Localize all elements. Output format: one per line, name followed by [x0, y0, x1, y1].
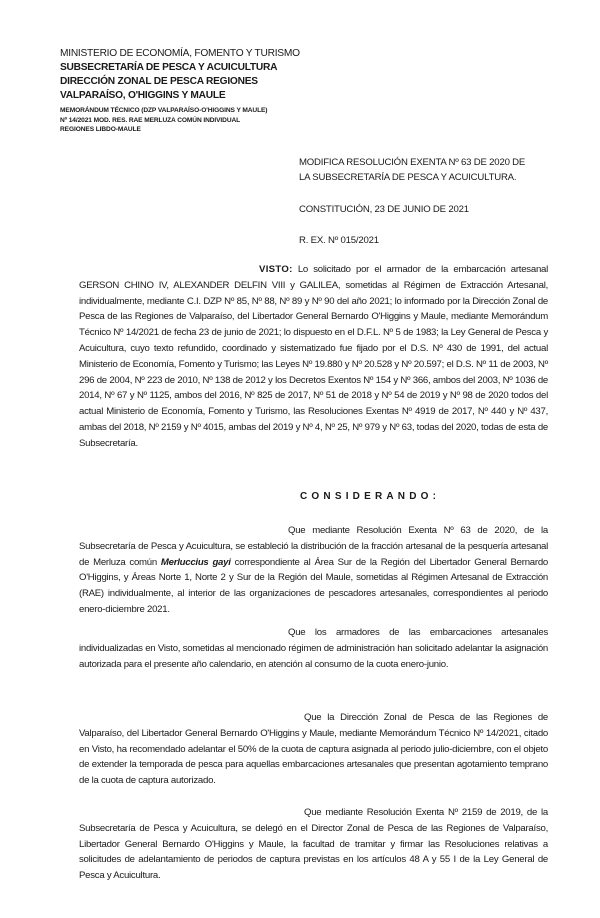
- considerando-heading: CONSIDERANDO:: [300, 491, 441, 502]
- resolution-subject: [299, 155, 559, 185]
- visto-paragraph: [79, 262, 548, 452]
- considerando-paragraph-2: Que los armadores de las embarcaciones artesanales individualizadas en Visto, sometidas al mencionado régimen de administración han solicitado adelantar la asignación autorizada para el presente año calendario, en atención al consumo de la cuota enero-junio.: [79, 627, 548, 670]
- place-date: CONSTITUCIÓN, 23 DE JUNIO DE 2021: [299, 204, 469, 215]
- considerando-1-text-a: Que mediante Resolución Exenta Nº 63 de 2020, de la Subsecretaría de Pesca y Acuicultura, se estableció la distribución de la fracción artesanal de la pesquería artesanal de Merluza común: [79, 525, 548, 568]
- visto-text: Lo solicitado por el armador de la embarcación artesanal GERSON CHINO IV, ALEXANDER DELFIN VIII y GALILEA, sometidas al Régimen de Extracción Artesanal, individualmente, mediante C.I. DZP Nº 85, Nº 88, Nº 89 y Nº 90 del año 2021; lo informado por la Dirección Zonal de Pesca de las Regiones de Valparaíso, del Libertador General Bernardo O'Higgins y Maule, mediante Memorándum Técnico Nº 14/2021 de fecha 23 de junio de 2021; lo dispuesto en el D.F.L. Nº 5 de 1983; la Ley General de Pesca y Acuicultura, cuyo texto refundido, coordinado y sistematizado fue fijado por el D.S. Nº 430 de 1991, del actual Ministerio de Economía, Fomento y Turismo; las Leyes Nº 19.880 y Nº 20.528 y Nº 20.597; el D.S. Nº 11 de 2003, Nº 296 de 2004, Nº 223 de 2010, Nº 138 de 2012 y los Decretos Exentos Nº 154 y Nº 366, ambos del 2003, Nº 1036 de 2014, Nº 67 y Nº 1125, ambos del 2016, Nº 825 de 2017, Nº 51 de 2018 y Nº 54 de 2019 y Nº 98 de 2020 todos del actual Ministerio de Economía, Fomento y Turismo, las Resoluciones Exentas Nº 4919 de 2017, Nº 440 y Nº 437, ambas del 2018, Nº 2159 y Nº 4015, ambas del 2019 y Nº 4, Nº 25, Nº 979 y Nº 63, todas del 2020, todas de esta de Subsecretaría.: [79, 264, 548, 449]
- subject-line-1: MODIFICA RESOLUCIÓN EXENTA Nº 63 DE 2020 DE: [299, 157, 526, 168]
- memo-reference-line-2: Nº 14/2021 MOD. RES. RAE MERLUZA COMÚN INDIVIDUAL: [60, 116, 241, 124]
- species-name: Merluccius gayi: [160, 556, 231, 568]
- ministry-name: MINISTERIO DE ECONOMÍA, FOMENTO Y TURISMO: [60, 48, 300, 59]
- resolution-number: R. EX. Nº 015/2021: [299, 235, 379, 246]
- letterhead: [60, 47, 300, 135]
- subsecretaria-name: SUBSECRETARÍA DE PESCA Y ACUICULTURA: [60, 62, 278, 73]
- visto-label: VISTO:: [259, 264, 293, 275]
- considerando-1-text-b: correspondiente al Área Sur de la Región del Libertador General Bernardo O'Higgins, y Áreas Norte 1, Norte 2 y Sur de la Región del Maule, sometidas al Régimen Artesanal de Extracción (RAE) individualmente, al interior de las organizaciones de pescadores artesanales, correspondientes al periodo enero-diciembre 2021.: [79, 556, 548, 615]
- memo-reference-line-3: REGIONES LIBDO-MAULE: [60, 126, 141, 133]
- considerando-paragraph-3: Que la Dirección Zonal de Pesca de las Regiones de Valparaíso, del Libertador General Bernardo O'Higgins y Maule, mediante Memorándum Técnico Nº 14/2021, citado en Visto, ha recomendado adelantar el 50% de la cuota de captura asignada al periodo julio-diciembre, con el objeto de extender la temporada de pesca para aquellas embarcaciones artesanales que presentan agotamiento temprano de la cuota de captura autorizado.: [79, 712, 548, 787]
- regions-name: VALPARAÍSO, O'HIGGINS Y MAULE: [60, 90, 226, 101]
- considerando-paragraph-1: [79, 523, 548, 618]
- considerando-paragraph-4: Que mediante Resolución Exenta Nº 2159 de 2019, de la Subsecretaría de Pesca y Acuicultura, se delegó en el Director Zonal de Pesca de las Regiones de Valparaíso, Libertador General Bernardo O'Higgins y Maule, la facultad de tramitar y firmar las Resoluciones relativas a solicitudes de adelantamiento de periodos de captura previstas en los artículos 48 A y 55 I de la Ley General de Pesca y Acuicultura.: [79, 807, 548, 882]
- subject-line-2: LA SUBSECRETARÍA DE PESCA Y ACUICULTURA.: [299, 172, 517, 183]
- memo-reference-line-1: MEMORÁNDUM TÉCNICO (DZP VALPARAÍSO-O'HIGGINS Y MAULE): [60, 107, 268, 114]
- direccion-zonal-name: DIRECCIÓN ZONAL DE PESCA REGIONES: [60, 76, 258, 87]
